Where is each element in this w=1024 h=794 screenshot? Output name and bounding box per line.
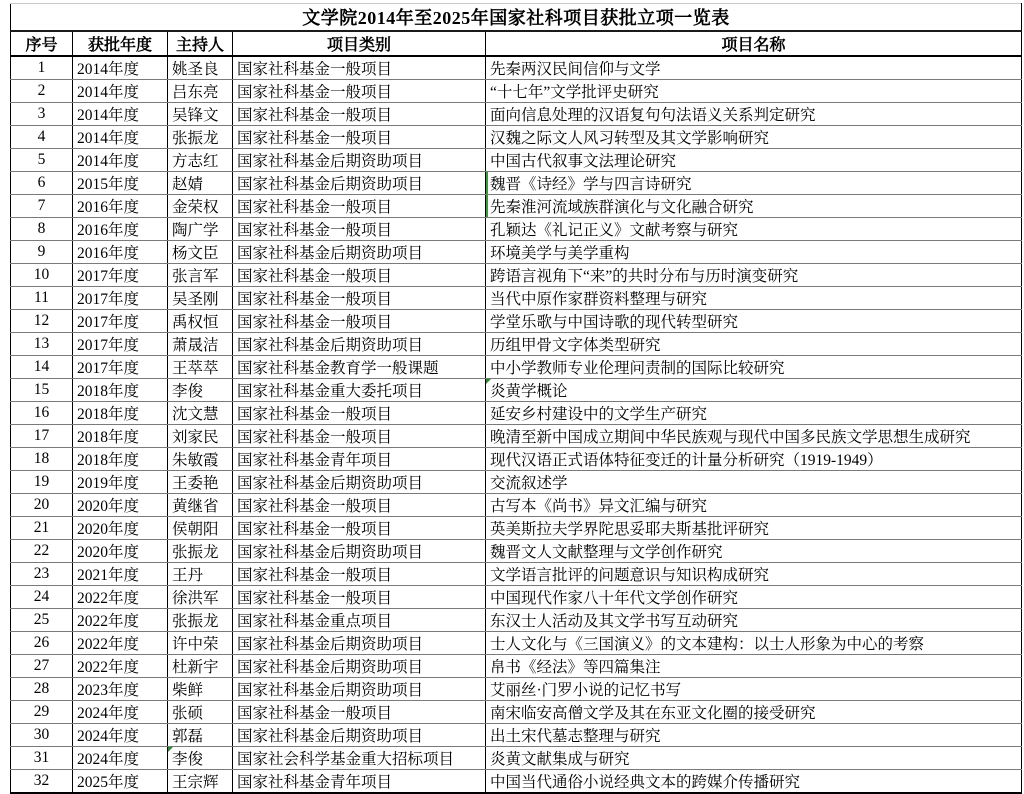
cell-host[interactable]: 王丹	[168, 563, 233, 586]
cell-name[interactable]: 帛书《经法》等四篇集注	[486, 655, 1022, 678]
table-row	[11, 586, 1022, 609]
cell-name[interactable]: 炎黄文献集成与研究	[486, 747, 1022, 770]
cell-host[interactable]: 李俊	[168, 379, 233, 402]
projects-table	[10, 3, 1022, 794]
cell-category[interactable]: 国家社科基金后期资助项目	[233, 333, 486, 356]
table-row	[11, 632, 1022, 655]
cell-category[interactable]: 国家社科基金后期资助项目	[233, 172, 486, 195]
cell-year[interactable]: 2023年度	[73, 678, 168, 701]
cell-index[interactable]: 3	[11, 103, 73, 126]
table-row	[11, 172, 1022, 195]
cell-category[interactable]: 国家社科基金后期资助项目	[233, 678, 486, 701]
cell-year[interactable]: 2020年度	[73, 494, 168, 517]
cell-name[interactable]: 延安乡村建设中的文学生产研究	[486, 402, 1022, 425]
cell-category[interactable]: 国家社科基金后期资助项目	[233, 471, 486, 494]
cell-index[interactable]: 28	[11, 678, 73, 701]
col-header-index[interactable]: 序号	[11, 31, 73, 56]
table-row	[11, 402, 1022, 425]
cell-index[interactable]: 11	[11, 287, 73, 310]
cell-year[interactable]: 2017年度	[73, 356, 168, 379]
cell-category[interactable]: 国家社科基金后期资助项目	[233, 655, 486, 678]
cell-host[interactable]: 金荣权	[168, 195, 233, 218]
table-row	[11, 747, 1022, 770]
cell-index[interactable]: 15	[11, 379, 73, 402]
cell-category[interactable]: 国家社科基金一般项目	[233, 218, 486, 241]
cell-name[interactable]: 晚清至新中国成立期间中华民族观与现代中国多民族文学思想生成研究	[486, 425, 1022, 448]
cell-index[interactable]: 6	[11, 172, 73, 195]
cell-host[interactable]: 张硕	[168, 701, 233, 724]
table-row	[11, 126, 1022, 149]
cell-category[interactable]: 国家社科基金后期资助项目	[233, 632, 486, 655]
table-row	[11, 678, 1022, 701]
cell-index[interactable]: 12	[11, 310, 73, 333]
table-row	[11, 494, 1022, 517]
cell-year[interactable]: 2019年度	[73, 471, 168, 494]
cell-host[interactable]: 方志红	[168, 149, 233, 172]
cell-year[interactable]: 2014年度	[73, 80, 168, 103]
cell-host[interactable]: 陶广学	[168, 218, 233, 241]
cell-name[interactable]: 艾丽丝·门罗小说的记忆书写	[486, 678, 1022, 701]
cell-year[interactable]: 2016年度	[73, 195, 168, 218]
cell-name[interactable]: 面向信息处理的汉语复句句法语义关系判定研究	[486, 103, 1022, 126]
cell-index[interactable]: 4	[11, 126, 73, 149]
table-row	[11, 356, 1022, 379]
cell-index[interactable]: 2	[11, 80, 73, 103]
cell-name[interactable]: 中国现代作家八十年代文学创作研究	[486, 586, 1022, 609]
cell-host[interactable]: 黄继省	[168, 494, 233, 517]
cell-year[interactable]: 2014年度	[73, 103, 168, 126]
table-row	[11, 770, 1022, 794]
cell-year[interactable]: 2022年度	[73, 609, 168, 632]
cell-year[interactable]: 2017年度	[73, 264, 168, 287]
cell-index[interactable]: 32	[33, 772, 50, 789]
cell-index[interactable]: 23	[11, 563, 73, 586]
cell-index[interactable]: 14	[11, 356, 73, 379]
cell-name[interactable]: 先秦淮河流域族群演化与文化融合研究	[486, 195, 1022, 218]
cell-name[interactable]: 学堂乐歌与中国诗歌的现代转型研究	[486, 310, 1022, 333]
cell-category[interactable]: 国家社科基金一般项目	[233, 126, 486, 149]
cell-host[interactable]: 许中荣	[168, 632, 233, 655]
cell-category[interactable]: 国家社科基金重点项目	[233, 609, 486, 632]
cell-year[interactable]: 2020年度	[73, 540, 168, 563]
cell-name[interactable]: 出土宋代墓志整理与研究	[486, 724, 1022, 747]
table-row	[11, 609, 1022, 632]
cell-host[interactable]: 侯朝阳	[168, 517, 233, 540]
table-row	[11, 310, 1022, 333]
cell-category[interactable]: 国家社科基金重大委托项目	[233, 379, 486, 402]
cell-index[interactable]: 22	[11, 540, 73, 563]
col-header-host[interactable]: 主持人	[168, 31, 233, 56]
cell-name[interactable]: 孔颖达《礼记正义》文献考察与研究	[486, 218, 1022, 241]
cell-index[interactable]: 21	[11, 517, 73, 540]
cell-host[interactable]: 沈文慧	[168, 402, 233, 425]
cell-index[interactable]: 7	[11, 195, 73, 218]
table-row	[11, 448, 1022, 471]
cell-year[interactable]: 2018年度	[73, 448, 168, 471]
cell-year[interactable]: 2020年度	[73, 517, 168, 540]
cell-host[interactable]: 张振龙	[168, 540, 233, 563]
cell-host[interactable]: 萧晟洁	[168, 333, 233, 356]
cell-category[interactable]: 国家社科基金一般项目	[233, 80, 486, 103]
col-header-year[interactable]: 获批年度	[73, 31, 168, 56]
cell-category[interactable]: 国家社科基金青年项目	[233, 770, 486, 794]
table-row	[11, 218, 1022, 241]
cell-year[interactable]: 2024年度	[73, 724, 168, 747]
cell-category[interactable]: 国家社科基金一般项目	[233, 563, 486, 586]
cell-index[interactable]: 9	[11, 241, 73, 264]
cell-category[interactable]: 国家社科基金后期资助项目	[233, 149, 486, 172]
table-body	[11, 56, 1022, 793]
cell-category[interactable]: 国家社科基金一般项目	[233, 701, 486, 724]
cell-category[interactable]: 国家社科基金后期资助项目	[233, 540, 486, 563]
cell-name[interactable]: 古写本《尚书》异文汇编与研究	[486, 494, 1022, 517]
table-row	[11, 517, 1022, 540]
cell-category[interactable]: 国家社科基金一般项目	[233, 586, 486, 609]
cell-host[interactable]: 王宗辉	[168, 770, 233, 794]
cell-category[interactable]: 国家社会科学基金重大招标项目	[233, 747, 486, 770]
cell-host[interactable]: 杜新宇	[168, 655, 233, 678]
cell-index[interactable]: 24	[11, 586, 73, 609]
table-row	[11, 540, 1022, 563]
cell-category[interactable]: 国家社科基金一般项目	[233, 264, 486, 287]
cell-year[interactable]: 2016年度	[73, 241, 168, 264]
cell-name[interactable]: 汉魏之际文人风习转型及其文学影响研究	[486, 126, 1022, 149]
cell-name[interactable]: 历组甲骨文字体类型研究	[486, 333, 1022, 356]
cell-year[interactable]: 2022年度	[73, 586, 168, 609]
cell-name[interactable]: 当代中原作家群资料整理与研究	[486, 287, 1022, 310]
cell-index[interactable]: 25	[11, 609, 73, 632]
cell-index[interactable]: 1	[11, 56, 73, 80]
cell-index[interactable]: 20	[11, 494, 73, 517]
table-row	[11, 701, 1022, 724]
cell-host[interactable]: 王委艳	[168, 471, 233, 494]
cell-index[interactable]: 26	[11, 632, 73, 655]
cell-index[interactable]: 31	[11, 747, 73, 770]
cell-year[interactable]: 2017年度	[73, 310, 168, 333]
cell-year[interactable]: 2022年度	[73, 632, 168, 655]
col-header-category[interactable]: 项目类别	[233, 31, 486, 56]
spreadsheet-sheet	[10, 3, 1021, 794]
cell-category[interactable]: 国家社科基金一般项目	[233, 425, 486, 448]
cell-category[interactable]: 国家社科基金一般项目	[233, 287, 486, 310]
cell-host[interactable]: 吴锋文	[168, 103, 233, 126]
cell-name[interactable]: 中小学教师专业伦理问责制的国际比较研究	[486, 356, 1022, 379]
cell-category[interactable]: 国家社科基金一般项目	[233, 494, 486, 517]
cell-host[interactable]: 张言军	[168, 264, 233, 287]
cell-host[interactable]: 杨文臣	[168, 241, 233, 264]
cell-host[interactable]: 吴圣刚	[168, 287, 233, 310]
cell-year[interactable]: 2024年度	[73, 701, 168, 724]
cell-host[interactable]: 徐洪军	[168, 586, 233, 609]
table-row	[11, 655, 1022, 678]
cell-index[interactable]: 30	[11, 724, 73, 747]
cell-name[interactable]: “十七年”文学批评史研究	[486, 80, 1022, 103]
cell-category[interactable]: 国家社科基金后期资助项目	[233, 724, 486, 747]
cell-year[interactable]: 2018年度	[73, 402, 168, 425]
cell-host[interactable]: 刘家民	[168, 425, 233, 448]
cell-year[interactable]: 2014年度	[73, 56, 168, 80]
cell-host[interactable]: 吕东亮	[168, 80, 233, 103]
cell-name[interactable]: 魏晋文人文献整理与文学创作研究	[486, 540, 1022, 563]
cell-name[interactable]: 魏晋《诗经》学与四言诗研究	[486, 172, 1022, 195]
table-row	[11, 56, 1022, 80]
cell-name[interactable]: 交流叙述学	[486, 471, 1022, 494]
cell-category[interactable]: 国家社科基金后期资助项目	[233, 241, 486, 264]
cell-host[interactable]: 张振龙	[168, 609, 233, 632]
table-title[interactable]: 文学院2014年至2025年国家社科项目获批立项一览表	[11, 4, 1022, 32]
cell-name[interactable]: 中国当代通俗小说经典文本的跨媒介传播研究	[486, 770, 1022, 794]
cell-year[interactable]: 2016年度	[73, 218, 168, 241]
cell-category[interactable]: 国家社科基金一般项目	[233, 402, 486, 425]
table-row	[11, 103, 1022, 126]
cell-index[interactable]: 16	[11, 402, 73, 425]
cell-name[interactable]: 中国古代叙事文法理论研究	[486, 149, 1022, 172]
table-row	[11, 80, 1022, 103]
table-row	[11, 149, 1022, 172]
cell-name[interactable]: 士人文化与《三国演义》的文本建构：以士人形象为中心的考察	[486, 632, 1022, 655]
cell-year[interactable]: 2021年度	[73, 563, 168, 586]
cell-year[interactable]: 2018年度	[73, 425, 168, 448]
table-row	[11, 241, 1022, 264]
cell-year[interactable]: 2022年度	[73, 655, 168, 678]
table-row	[11, 425, 1022, 448]
cell-category[interactable]: 国家社科基金教育学一般课题	[233, 356, 486, 379]
cell-year[interactable]: 2014年度	[73, 126, 168, 149]
title-row	[11, 4, 1022, 32]
cell-year[interactable]: 2024年度	[73, 747, 168, 770]
cell-host[interactable]: 郭磊	[168, 724, 233, 747]
cell-name[interactable]: 环境美学与美学重构	[486, 241, 1022, 264]
cell-category[interactable]: 国家社科基金一般项目	[233, 195, 486, 218]
cell-year[interactable]: 2015年度	[73, 172, 168, 195]
cell-name[interactable]: 文学语言批评的问题意识与知识构成研究	[486, 563, 1022, 586]
cell-category[interactable]: 国家社科基金一般项目	[233, 56, 486, 80]
table-row	[11, 195, 1022, 218]
cell-host[interactable]: 张振龙	[168, 126, 233, 149]
cell-host[interactable]: 柴鲜	[168, 678, 233, 701]
table-row	[11, 379, 1022, 402]
cell-index[interactable]: 13	[11, 333, 73, 356]
cell-category[interactable]: 国家社科基金一般项目	[233, 103, 486, 126]
cell-name[interactable]: 英美斯拉夫学界陀思妥耶夫斯基批评研究	[486, 517, 1022, 540]
cell-host[interactable]: 赵婧	[168, 172, 233, 195]
cell-index[interactable]: 8	[11, 218, 73, 241]
cell-host[interactable]: 朱敏霞	[168, 448, 233, 471]
header-row	[11, 31, 1022, 56]
cell-host[interactable]: 王萃萃	[168, 356, 233, 379]
cell-year[interactable]: 2017年度	[73, 333, 168, 356]
cell-name[interactable]: 现代汉语正式语体特征变迁的计量分析研究（1919-1949）	[486, 448, 1022, 471]
cell-index[interactable]: 27	[11, 655, 73, 678]
cell-category[interactable]: 国家社科基金一般项目	[233, 517, 486, 540]
cell-index[interactable]: 18	[11, 448, 73, 471]
cell-name[interactable]: 东汉士人活动及其文学书写互动研究	[486, 609, 1022, 632]
cell-index[interactable]: 19	[11, 471, 73, 494]
cell-host[interactable]: 姚圣良	[168, 56, 233, 80]
cell-index[interactable]: 10	[11, 264, 73, 287]
table-row	[11, 563, 1022, 586]
cell-host[interactable]: 李俊	[168, 747, 233, 770]
cell-year[interactable]: 2018年度	[73, 379, 168, 402]
cell-index[interactable]: 17	[11, 425, 73, 448]
cell-name[interactable]: 南宋临安高僧文学及其在东亚文化圈的接受研究	[486, 701, 1022, 724]
table-row	[11, 471, 1022, 494]
cell-category[interactable]: 国家社科基金一般项目	[233, 310, 486, 333]
cell-name[interactable]: 先秦两汉民间信仰与文学	[486, 56, 1022, 80]
table-row	[11, 724, 1022, 747]
cell-host[interactable]: 禹权恒	[168, 310, 233, 333]
cell-index[interactable]: 5	[11, 149, 73, 172]
table-row	[11, 287, 1022, 310]
cell-name[interactable]: 跨语言视角下“来”的共时分布与历时演变研究	[486, 264, 1022, 287]
cell-category[interactable]: 国家社科基金青年项目	[233, 448, 486, 471]
cell-name[interactable]: 炎黄学概论	[486, 379, 1022, 402]
cell-index[interactable]: 29	[11, 701, 73, 724]
table-row	[11, 333, 1022, 356]
cell-year[interactable]: 2014年度	[73, 149, 168, 172]
table-row	[11, 264, 1022, 287]
cell-year[interactable]: 2025年度	[73, 770, 168, 794]
col-header-name[interactable]: 项目名称	[486, 31, 1022, 56]
cell-year[interactable]: 2017年度	[73, 287, 168, 310]
